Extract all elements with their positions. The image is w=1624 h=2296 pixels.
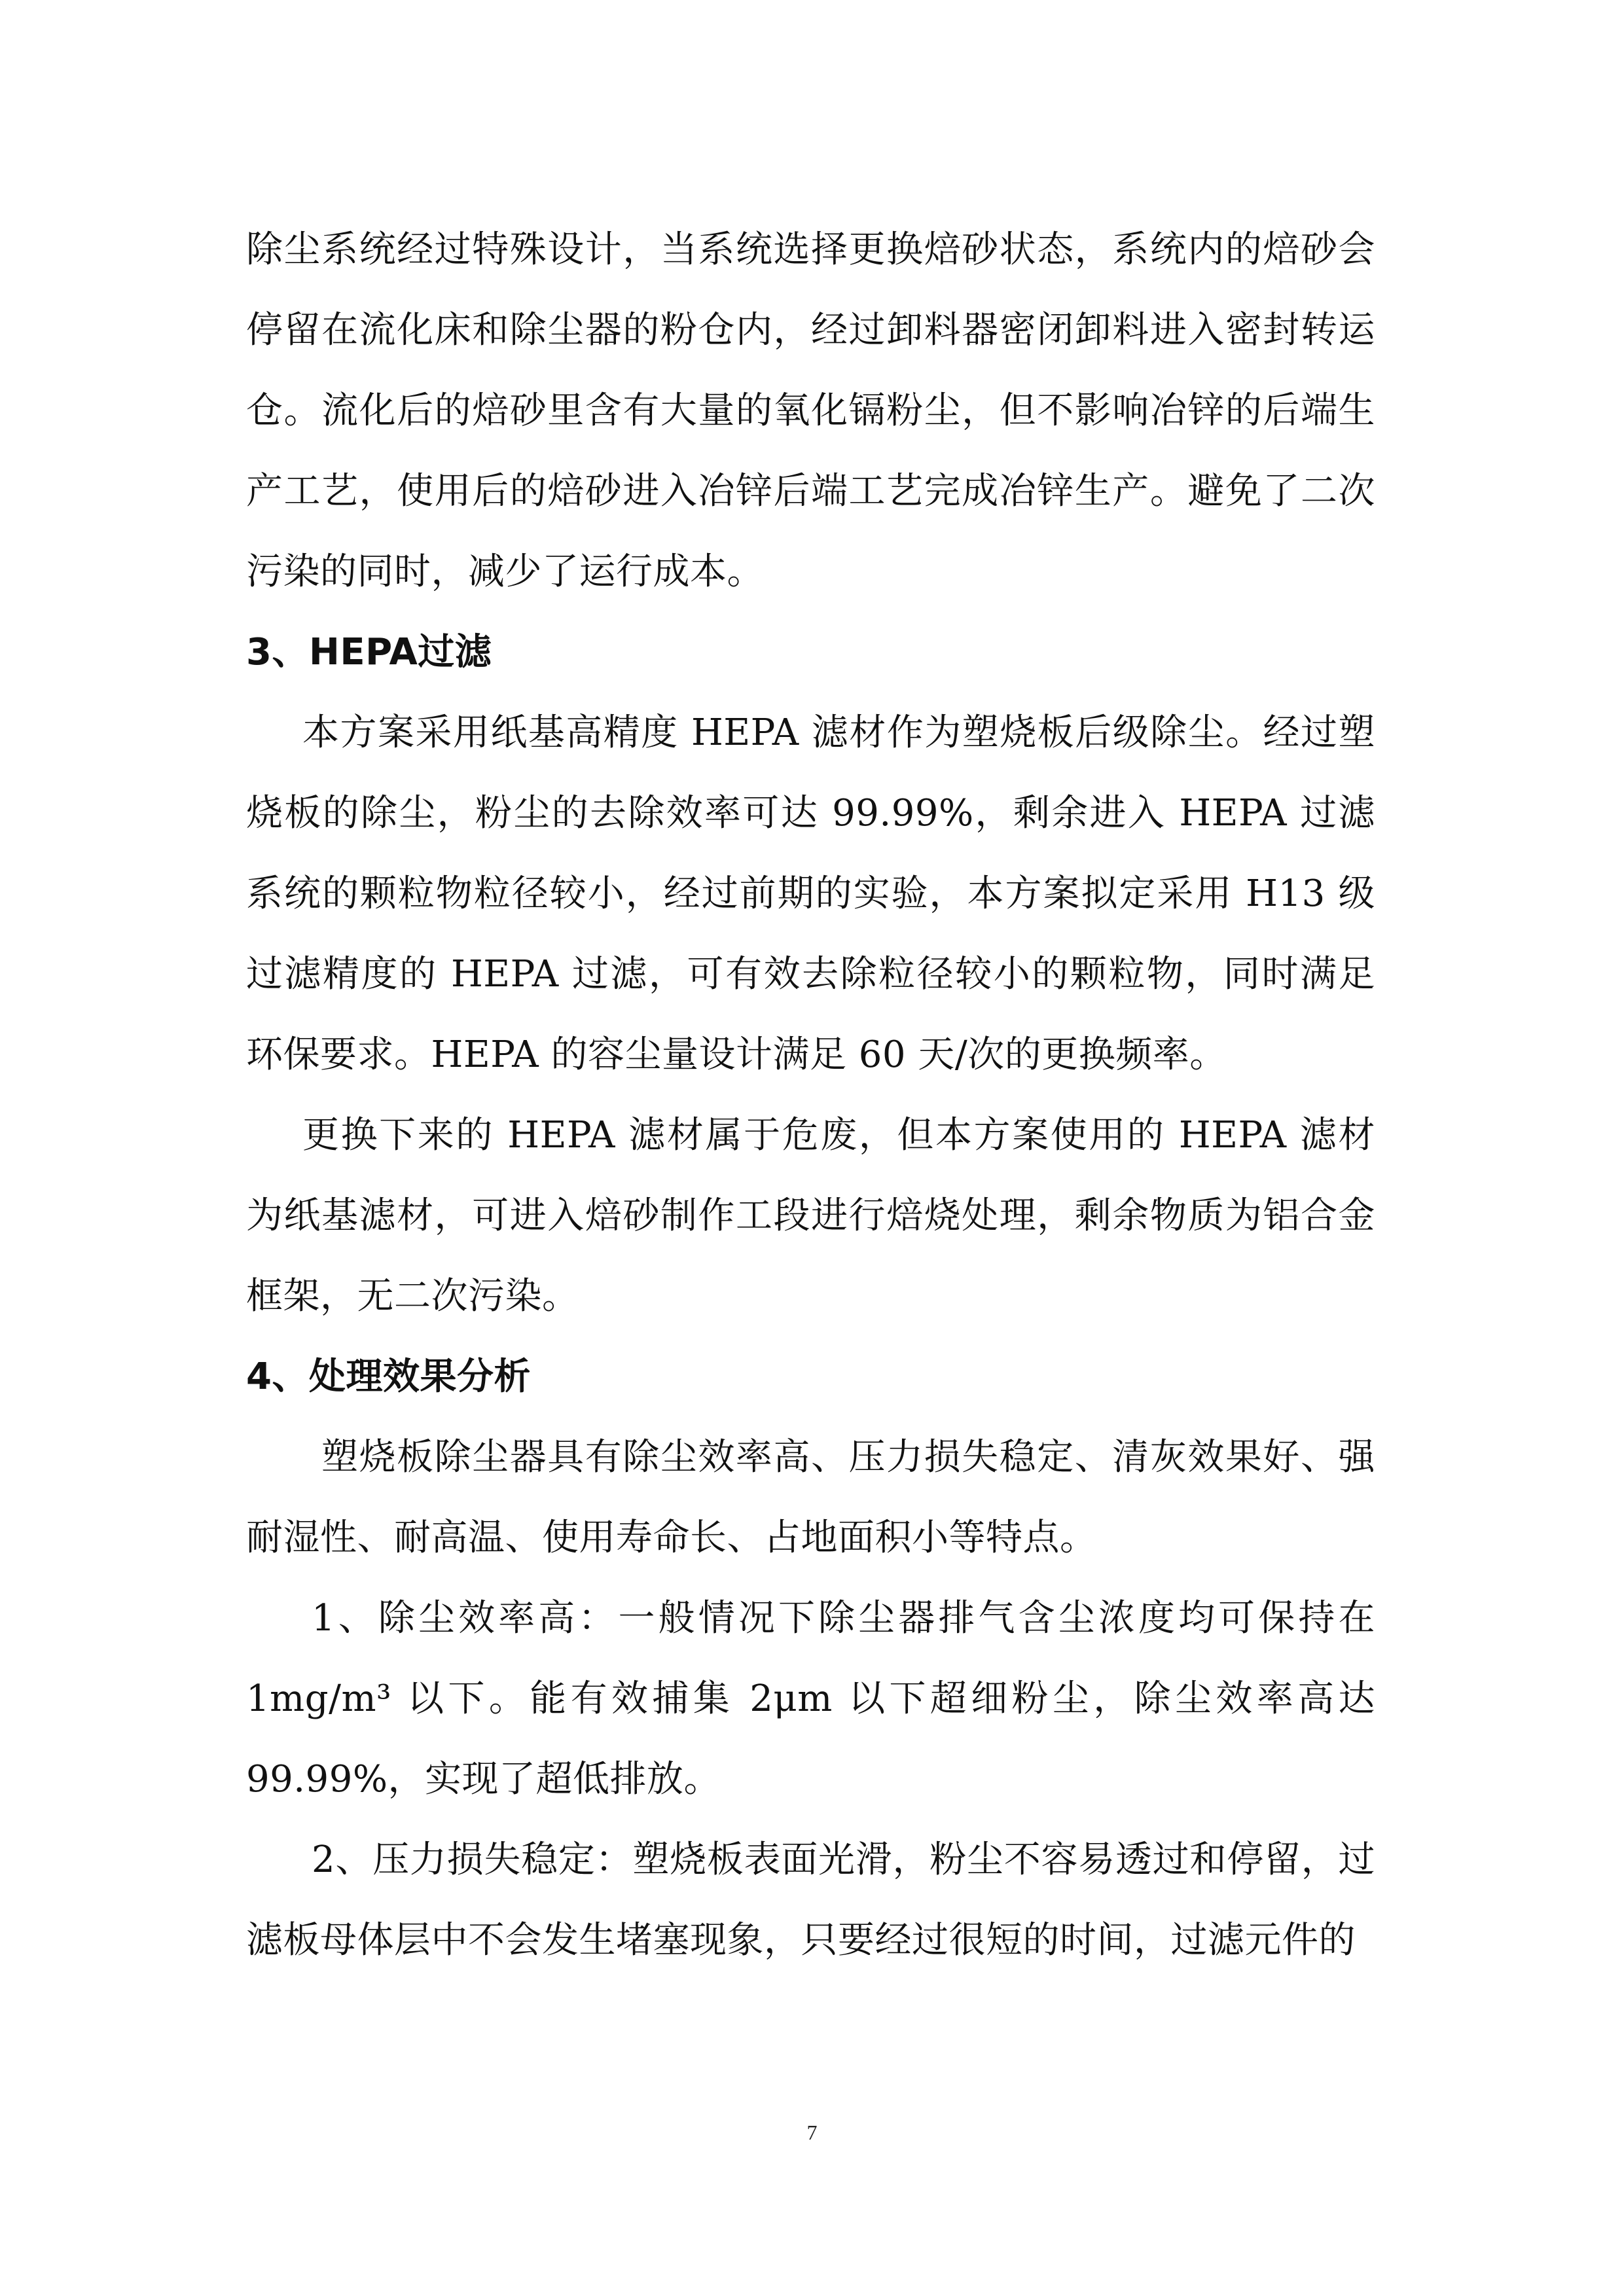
paragraph-pressure-loss: 2、压力损失稳定：塑烧板表面光滑，粉尘不容易透过和停留，过滤板母体层中不会发生堵塞现象，只要经过很短的时间，过滤元件的	[246, 1839, 1375, 1962]
section-heading-hepa: 3、HEPA过滤	[246, 631, 492, 673]
section-heading-effect-analysis: 4、处理效果分析	[246, 1355, 531, 1398]
paragraph-features: 塑烧板除尘器具有除尘效率高、压力损失稳定、清灰效果好、强耐湿性、耐高温、使用寿命长、占地面积小等特点。	[246, 1436, 1375, 1559]
paragraph-hepa-disposal: 更换下来的 HEPA 滤材属于危废，但本方案使用的 HEPA 滤材为纸基滤材，可进入焙砂制作工段进行焙烧处理，剩余物质为铝合金框架，无二次污染。	[246, 1114, 1376, 1318]
paragraph-hepa-filter: 本方案采用纸基高精度 HEPA 滤材作为塑烧板后级除尘。经过塑烧板的除尘，粉尘的去除效率可达 99.99%，剩余进入 HEPA 过滤系统的颗粒物粒径较小，经过前期的实验，本方案拟定采用 H13 级过滤精度的 HEPA 过滤，可有效去除粒径较小的颗粒物，同时满足环保要求。HEPA 的容尘量设计满足 60 天/次的更换频率。	[246, 711, 1375, 1076]
paragraph-dust-system: 除尘系统经过特殊设计，当系统选择更换焙砂状态，系统内的焙砂会停留在流化床和除尘器的粉仓内，经过卸料器密闭卸料进入密封转运仓。流化后的焙砂里含有大量的氧化镉粉尘，但不影响冶锌的后端生产工艺，使用后的焙砂进入冶锌后端工艺完成冶锌生产。避免了二次污染的同时，减少了运行成本。	[246, 228, 1375, 593]
paragraph-efficiency: 1、除尘效率高：一般情况下除尘器排气含尘浓度均可保持在 1mg/m³ 以下。能有效捕集 2μm 以下超细粉尘，除尘效率高达 99.99%，实现了超低排放。	[246, 1597, 1375, 1801]
page-number: 7	[806, 2121, 818, 2144]
page-content	[246, 209, 1375, 1981]
